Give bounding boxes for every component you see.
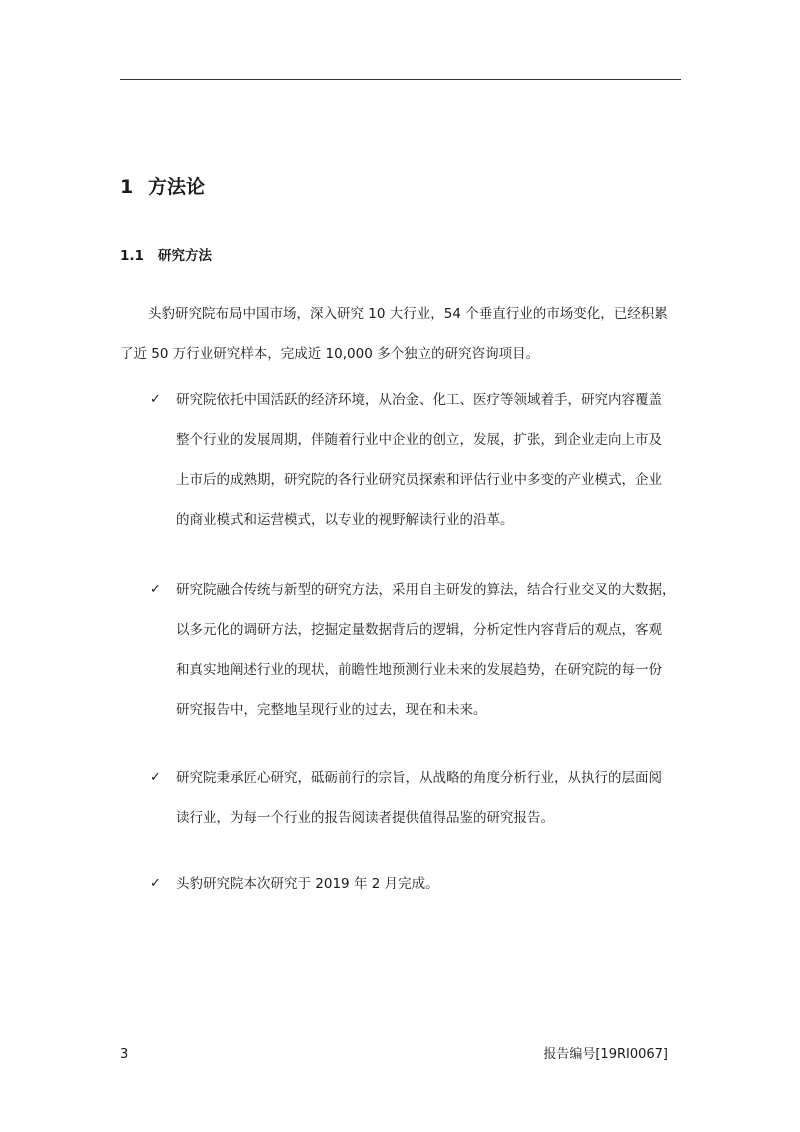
page-number: 3: [120, 1047, 129, 1062]
bullet-line: 研究院依托中国活跃的经济环境，从冶金、化工、医疗等领域着手，研究内容覆盖: [176, 392, 662, 408]
report-id: 报告编号[19RI0067]: [543, 1047, 668, 1062]
bullet-line: 的商业模式和运营模式，以专业的视野解读行业的沿革。: [176, 512, 514, 528]
subsection-number: 1.1: [120, 248, 144, 264]
checkmark-icon: ✓: [150, 770, 161, 785]
bullet-text: [176, 570, 682, 730]
bullet-line: 以多元化的调研方法，挖掘定量数据背后的逻辑，分析定性内容背后的观点，客观: [176, 622, 662, 638]
bullet-line: 研究院秉承匠心研究，砥砺前行的宗旨，从战略的角度分析行业，从执行的层面阅: [176, 770, 662, 786]
bullet-item: [150, 380, 682, 540]
bullet-line: 上市后的成熟期，研究院的各行业研究员探索和评估行业中多变的产业模式，企业: [176, 472, 662, 488]
bullet-text: [176, 758, 682, 838]
bullet-line: 读行业，为每一个行业的报告阅读者提供值得品鉴的研究报告。: [176, 810, 554, 826]
subsection-title: 研究方法: [158, 248, 212, 264]
bullet-item: [150, 864, 682, 904]
bullet-item: [150, 570, 682, 730]
bullet-text: [176, 380, 682, 540]
paragraph-line: 了近 50 万行业研究样本，完成近 10,000 多个独立的研究咨询项目。: [120, 346, 540, 362]
section-heading: [120, 174, 205, 200]
intro-paragraph: [120, 294, 682, 374]
checkmark-icon: ✓: [150, 582, 161, 597]
checkmark-icon: ✓: [150, 392, 161, 407]
bullet-line: 整个行业的发展周期，伴随着行业中企业的创立，发展，扩张，到企业走向上市及: [176, 432, 662, 448]
bullet-line: 和真实地阐述行业的现状，前瞻性地预测行业未来的发展趋势，在研究院的每一份: [176, 662, 662, 678]
paragraph-line: 头豹研究院布局中国市场，深入研究 10 大行业，54 个垂直行业的市场变化，已经积累: [148, 306, 668, 322]
bullet-line: 研究院融合传统与新型的研究方法，采用自主研发的算法，结合行业交叉的大数据，: [176, 582, 676, 598]
subsection-heading: [120, 246, 212, 266]
section-title: 方法论: [148, 176, 206, 198]
section-number: 1: [120, 176, 134, 198]
bullet-line: 头豹研究院本次研究于 2019 年 2 月完成。: [176, 876, 439, 892]
checkmark-icon: ✓: [150, 876, 161, 891]
header-rule: [120, 79, 681, 80]
bullet-line: 研究报告中，完整地呈现行业的过去，现在和未来。: [176, 702, 487, 718]
bullet-text: [176, 864, 682, 904]
bullet-item: [150, 758, 682, 838]
